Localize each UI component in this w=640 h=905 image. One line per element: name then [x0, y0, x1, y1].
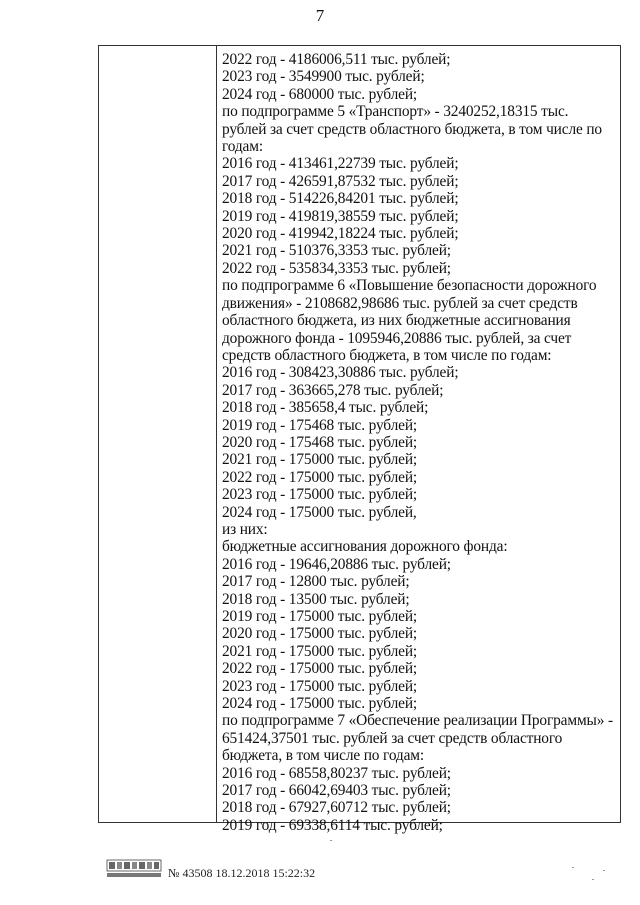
- scan-artifact: [330, 840, 332, 841]
- text-line: 2017 год - 426591,87532 тыс. рублей;: [222, 172, 459, 190]
- table-cell-text: [222, 51, 618, 834]
- scan-artifact: [603, 870, 605, 871]
- text-line: 2016 год - 308423,30886 тыс. рублей;: [222, 364, 459, 382]
- text-line: из них:: [222, 520, 268, 538]
- text-line: 2022 год - 4186006,511 тыс. рублей;: [222, 51, 451, 68]
- text-line: 2019 год - 175468 тыс. рублей;: [222, 416, 418, 434]
- text-line: 2024 год - 680000 тыс. рублей;: [222, 85, 418, 103]
- text-line: областного бюджета, из них бюджетные ассигнования: [222, 312, 571, 330]
- text-line: 2016 год - 413461,22739 тыс. рублей;: [222, 155, 459, 173]
- text-line: 2019 год - 419819,38559 тыс. рублей;: [222, 207, 459, 225]
- text-line: 2023 год - 3549900 тыс. рублей;: [222, 68, 425, 86]
- text-line: 2018 год - 67927,60712 тыс. рублей;: [222, 799, 451, 817]
- text-line: 2019 год - 175000 тыс. рублей;: [222, 608, 418, 625]
- text-line: 2020 год - 175000 тыс. рублей;: [222, 625, 418, 643]
- text-line: 651424,37501 тыс. рублей за счет средств областного: [222, 729, 563, 747]
- text-line: 2024 год - 175000 тыс. рублей,: [222, 503, 417, 521]
- text-line: по подпрограмме 7 «Обеспечение реализации Программы» -: [222, 712, 613, 730]
- text-line: по подпрограмме 5 «Транспорт» - 3240252,18315 тыс.: [222, 103, 569, 121]
- text-line: 2021 год - 175000 тыс. рублей;: [222, 642, 418, 660]
- text-line: 2022 год - 175000 тыс. рублей;: [222, 660, 418, 678]
- text-line: 2017 год - 363665,278 тыс. рублей;: [222, 381, 444, 399]
- text-line: 2016 год - 68558,80237 тыс. рублей;: [222, 764, 451, 782]
- text-line: 2022 год - 175000 тыс. рублей;: [222, 468, 418, 486]
- text-line: 2023 год - 175000 тыс. рублей;: [222, 677, 418, 695]
- text-line: 2017 год - 66042,69403 тыс. рублей;: [222, 782, 451, 800]
- text-line: 2021 год - 510376,3353 тыс. рублей;: [222, 242, 451, 260]
- scan-artifact: [592, 879, 594, 880]
- text-line: 2021 год - 175000 тыс. рублей;: [222, 451, 418, 469]
- text-line: 2024 год - 175000 тыс. рублей;: [222, 695, 418, 713]
- text-line: 2017 год - 12800 тыс. рублей;: [222, 573, 410, 591]
- text-line: движения» - 2108682,98686 тыс. рублей за счет средств: [222, 294, 578, 312]
- text-line: 2023 год - 175000 тыс. рублей;: [222, 486, 418, 504]
- text-line: 2022 год - 535834,3353 тыс. рублей;: [222, 259, 451, 277]
- text-line: 2018 год - 385658,4 тыс. рублей;: [222, 399, 429, 417]
- text-line: 2020 год - 175468 тыс. рублей;: [222, 433, 418, 451]
- scan-artifact: [572, 867, 574, 868]
- text-line: 2018 год - 514226,84201 тыс. рублей;: [222, 190, 459, 208]
- text-line: 2018 год - 13500 тыс. рублей;: [222, 590, 410, 608]
- text-line: 2016 год - 19646,20886 тыс. рублей;: [222, 555, 451, 573]
- text-line: по подпрограмме 6 «Повышение безопасности дорожного: [222, 277, 597, 295]
- text-line: 2020 год - 419942,18224 тыс. рублей;: [222, 225, 459, 243]
- column-divider: [216, 46, 217, 822]
- text-line: годам:: [222, 138, 263, 156]
- text-line: 2019 год - 69338,6114 тыс. рублей;: [222, 816, 443, 834]
- document-registration-stamp: № 43508 18.12.2018 15:22:32: [168, 866, 316, 880]
- text-line: бюджетные ассигнования дорожного фонда:: [222, 538, 508, 556]
- text-line: рублей за счет средств областного бюджета, в том числе по: [222, 120, 602, 138]
- text-line: средств областного бюджета, в том числе по годам:: [222, 346, 552, 364]
- document-table: [98, 45, 621, 834]
- text-line: бюджета, в том числе по годам:: [222, 747, 425, 765]
- registration-stamp-logo: [106, 858, 162, 880]
- page-number: 7: [315, 6, 325, 25]
- text-line: дорожного фонда - 1095946,20886 тыс. рублей, за счет: [222, 329, 572, 347]
